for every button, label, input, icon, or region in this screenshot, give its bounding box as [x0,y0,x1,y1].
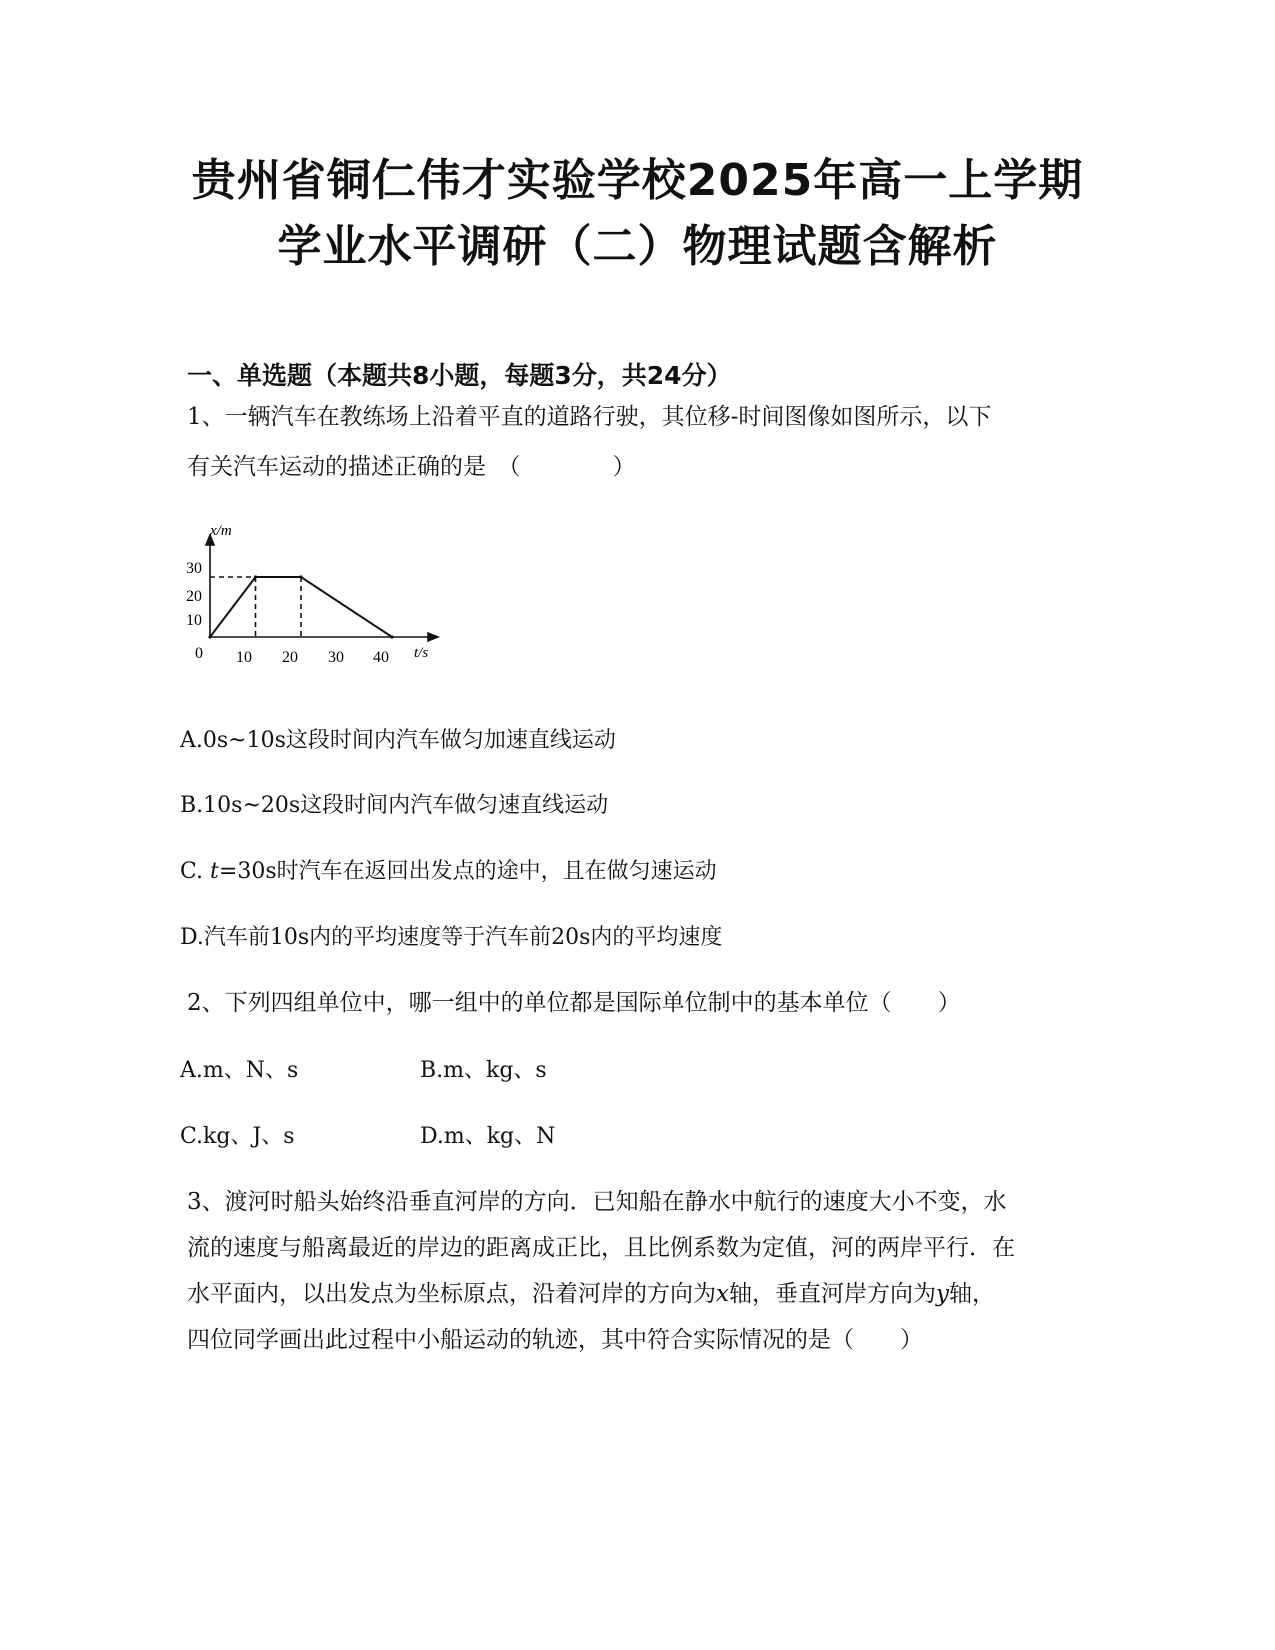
question-3-stem-line-3 [187,1279,995,1309]
data-point-20 [300,576,302,578]
x-tick-label-30: 30 [328,649,344,666]
question-1-option-d: D.汽车前10s内的平均速度等于汽车前20s内的平均速度 [180,925,723,950]
question-3-stem-line-2: 流的速度与船离最近的岸边的距离成正比，且比例系数为定值，河的两岸平行．在 [187,1235,1015,1261]
data-point-10 [255,576,257,578]
question-2-option-a: A.m、N、s [180,1058,299,1083]
data-point-40 [391,636,393,638]
question-3-stem-line-1: 3、渡河时船头始终沿垂直河岸的方向．已知船在静水中航行的速度大小不变，水 [187,1189,1007,1215]
x-tick-label-40: 40 [373,649,389,666]
x-axis-arrow [428,633,438,641]
origin-label: 0 [195,645,203,662]
question-2-stem: 2、下列四组单位中，哪一组中的单位都是国际单位制中的基本单位（ ） [187,990,961,1016]
q3-x-variable: x [716,1281,729,1307]
q3-line3-part-a: 水平面内，以出发点为坐标原点，沿着河岸的方向为 [187,1281,716,1307]
q3-line3-part-b: 轴，垂直河岸方向为 [728,1281,936,1307]
q3-y-variable: y [935,1281,949,1307]
y-tick-label-30: 30 [186,560,202,577]
question-1-stem-line-2: 有关汽车运动的描述正确的是 （ ） [187,454,636,480]
question-1-stem-line-1: 1、一辆汽车在教练场上沿着平直的道路行驶，其位移-时间图像如图所示，以下 [187,404,992,430]
x-tick-label-20: 20 [282,649,298,666]
page-title-line-1: 贵州省铜仁伟才实验学校2025年高一上学期 [191,155,1084,206]
y-tick-label-20: 20 [186,588,202,605]
data-point-0 [209,636,211,638]
question-1-option-b: B.10s~20s这段时间内汽车做匀速直线运动 [180,793,609,818]
x-axis-label: t/s [414,645,429,661]
position-time-graph [180,515,440,675]
question-3-stem-line-4: 四位同学画出此过程中小船运动的轨迹，其中符合实际情况的是（ ） [187,1327,923,1353]
y-axis-label: x/m [210,523,232,539]
question-2-option-d: D.m、kg、N [420,1124,556,1149]
page-title-line-2: 学业水平调研（二）物理试题含解析 [277,221,998,272]
question-1-option-c [180,857,717,887]
option-c-prefix: C. [180,859,211,884]
q3-line3-part-c: 轴， [948,1281,995,1307]
x-tick-label-10: 10 [236,649,252,666]
option-c-variable: t [210,859,219,884]
y-tick-label-10: 10 [186,612,202,629]
question-1-option-a: A.0s~10s这段时间内汽车做匀加速直线运动 [180,728,616,753]
question-2-option-b: B.m、kg、s [420,1058,547,1083]
question-2-option-c: C.kg、J、s [180,1124,295,1149]
section-heading: 一、单选题（本题共8小题，每题3分，共24分） [187,361,732,390]
option-c-text: =30s时汽车在返回出发点的途中，且在做匀速运动 [218,859,717,884]
